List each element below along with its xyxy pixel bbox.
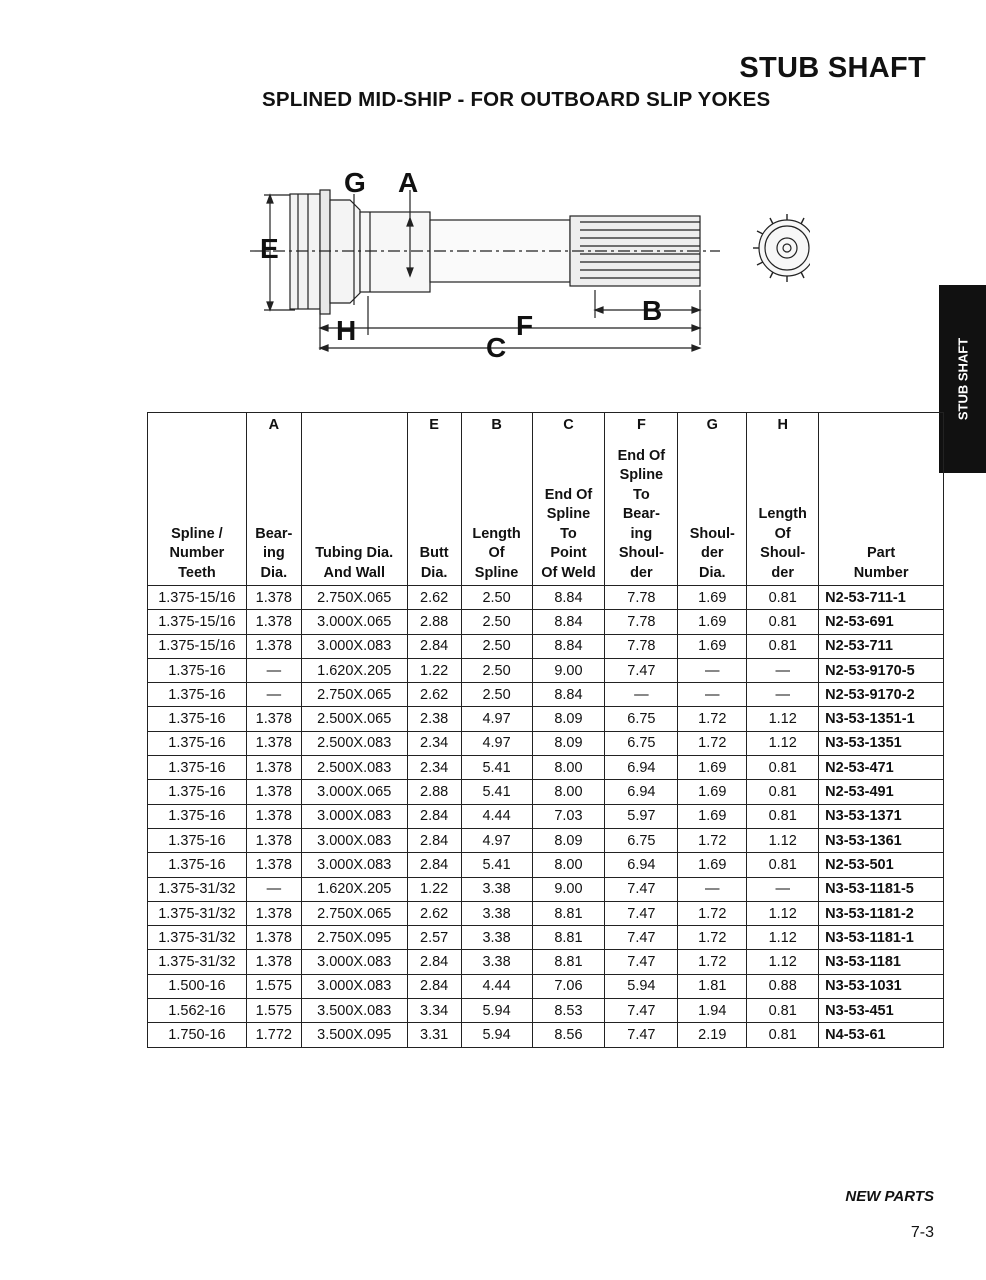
column-header-line: Shoul- [689, 525, 735, 542]
table-cell: 1.378 [246, 853, 301, 877]
page-title: STUB SHAFT [739, 52, 926, 84]
label-a: A [398, 167, 419, 198]
table-cell: 7.47 [605, 901, 678, 925]
column-header-line: Spline [546, 506, 591, 522]
table-cell: 1.378 [246, 828, 301, 852]
column-header-line: End Of [617, 447, 666, 464]
column-header [605, 439, 678, 586]
table-cell: 1.94 [678, 999, 747, 1023]
column-header-line: Bear- [255, 525, 293, 542]
table-cell: 0.81 [747, 586, 819, 610]
table-cell: 5.41 [461, 780, 532, 804]
column-header-line: der [630, 564, 653, 581]
table-cell: 7.78 [605, 586, 678, 610]
table-cell: 3.000X.083 [301, 634, 407, 658]
table-cell: 2.750X.065 [301, 683, 407, 707]
table-cell: 1.378 [246, 731, 301, 755]
table-cell: 2.50 [461, 634, 532, 658]
table-row [148, 804, 944, 828]
table-row [148, 1023, 944, 1047]
part-number-cell: N2-53-491 [819, 780, 944, 804]
column-letter [819, 413, 944, 440]
table-row [148, 999, 944, 1023]
table-row [148, 683, 944, 707]
table-cell: 1.375-31/32 [148, 950, 247, 974]
table-cell: 1.378 [246, 707, 301, 731]
table-cell: 1.500-16 [148, 974, 247, 998]
column-header-line: Bear- [622, 506, 660, 522]
section-side-tab [939, 285, 986, 473]
table-cell: 1.772 [246, 1023, 301, 1047]
table-cell: 3.31 [407, 1023, 461, 1047]
column-header [246, 439, 301, 586]
table-cell: 8.81 [532, 926, 605, 950]
table-row [148, 926, 944, 950]
table-cell: 1.72 [678, 828, 747, 852]
table-cell: 6.94 [605, 756, 678, 780]
part-number-cell: N2-53-711-1 [819, 586, 944, 610]
table-cell: 1.620X.205 [301, 658, 407, 682]
table-row [148, 707, 944, 731]
table-cell: 8.09 [532, 707, 605, 731]
column-letter [301, 413, 407, 440]
table-cell: 2.50 [461, 610, 532, 634]
table-row [148, 731, 944, 755]
table-cell: 1.69 [678, 804, 747, 828]
column-header-line: Dia. [420, 564, 448, 581]
new-parts-label: NEW PARTS [845, 1188, 934, 1205]
label-h: H [336, 315, 357, 346]
part-number-cell: N3-53-1031 [819, 974, 944, 998]
table-cell: 4.97 [461, 828, 532, 852]
table-row [148, 780, 944, 804]
column-header-line: Shoul- [618, 545, 664, 561]
table-cell: — [678, 877, 747, 901]
column-header-line: ing [262, 545, 285, 561]
table-cell: 1.750-16 [148, 1023, 247, 1047]
column-letter [148, 413, 247, 440]
table-cell: 5.41 [461, 756, 532, 780]
column-header-line: Of Weld [541, 564, 596, 581]
table-cell: 2.62 [407, 683, 461, 707]
table-cell: 2.750X.095 [301, 926, 407, 950]
column-header-line: Length [758, 506, 807, 522]
part-number-cell: N2-53-9170-2 [819, 683, 944, 707]
column-header-line: Dia. [260, 564, 288, 581]
column-letter: B [461, 413, 532, 440]
table-cell: 1.12 [747, 731, 819, 755]
column-header-line: ing [630, 525, 653, 542]
page-subtitle: SPLINED MID-SHIP - FOR OUTBOARD SLIP YOKES [262, 88, 771, 111]
column-letter: H [747, 413, 819, 440]
column-header-line: Part [866, 545, 896, 561]
table-cell: 1.375-16 [148, 804, 247, 828]
table-cell: 1.375-16 [148, 780, 247, 804]
table-cell: 3.000X.083 [301, 853, 407, 877]
table-cell: 1.72 [678, 926, 747, 950]
column-letter: C [532, 413, 605, 440]
table-cell: 6.75 [605, 731, 678, 755]
table-cell: 1.378 [246, 610, 301, 634]
part-number-cell: N3-53-1371 [819, 804, 944, 828]
table-cell: 1.378 [246, 901, 301, 925]
table-cell: — [747, 877, 819, 901]
table-cell: 1.12 [747, 926, 819, 950]
column-header-line: Of [488, 545, 505, 561]
table-cell: 6.94 [605, 780, 678, 804]
table-row [148, 828, 944, 852]
table-cell: 1.375-15/16 [148, 610, 247, 634]
column-header-line: Number [853, 564, 909, 581]
table-cell: 2.62 [407, 586, 461, 610]
table-cell: 8.81 [532, 950, 605, 974]
table-cell: 7.47 [605, 926, 678, 950]
column-header-line: Teeth [178, 564, 216, 581]
table-cell: 3.000X.083 [301, 950, 407, 974]
column-header-line: To [633, 486, 650, 503]
table-row [148, 756, 944, 780]
column-header-line: Butt [419, 545, 449, 561]
table-cell: 7.03 [532, 804, 605, 828]
part-number-cell: N3-53-1351 [819, 731, 944, 755]
table-row [148, 901, 944, 925]
table-cell: — [747, 658, 819, 682]
part-number-cell: N2-53-501 [819, 853, 944, 877]
table-cell: 2.34 [407, 756, 461, 780]
table-row [148, 877, 944, 901]
column-header-line: Of [774, 525, 791, 542]
table-row [148, 950, 944, 974]
table-cell: 5.41 [461, 853, 532, 877]
label-g: G [344, 167, 366, 198]
column-header-line: Shoul- [760, 545, 806, 561]
table-cell: 4.44 [461, 974, 532, 998]
side-tab-label: STUB SHAFT [955, 337, 970, 421]
table-cell: 3.38 [461, 950, 532, 974]
table-cell: 3.000X.065 [301, 610, 407, 634]
part-number-cell: N3-53-1181-5 [819, 877, 944, 901]
table-cell: 3.38 [461, 877, 532, 901]
table-cell: 1.69 [678, 853, 747, 877]
table-cell: 5.94 [605, 974, 678, 998]
table-cell: 3.000X.065 [301, 780, 407, 804]
table-cell: — [678, 683, 747, 707]
column-header-line: Spline [619, 467, 664, 483]
table-cell: 1.375-16 [148, 707, 247, 731]
table-cell: 2.750X.065 [301, 901, 407, 925]
table-cell: 8.84 [532, 586, 605, 610]
table-cell: 1.620X.205 [301, 877, 407, 901]
table-cell: 2.34 [407, 731, 461, 755]
table-cell: 1.72 [678, 707, 747, 731]
table-cell: — [246, 877, 301, 901]
table-cell: 1.72 [678, 901, 747, 925]
table-cell: 1.375-31/32 [148, 901, 247, 925]
part-number-cell: N2-53-691 [819, 610, 944, 634]
column-header-line: der [701, 545, 724, 561]
part-number-cell: N2-53-711 [819, 634, 944, 658]
table-cell: 0.81 [747, 756, 819, 780]
table-cell: 1.378 [246, 756, 301, 780]
table-cell: 2.50 [461, 658, 532, 682]
column-header [678, 439, 747, 586]
table-cell: — [246, 658, 301, 682]
table-cell: 3.000X.083 [301, 828, 407, 852]
table-cell: 0.81 [747, 1023, 819, 1047]
table-cell: 9.00 [532, 877, 605, 901]
column-header-line: der [771, 564, 794, 581]
column-header [407, 439, 461, 586]
table-cell: 5.94 [461, 1023, 532, 1047]
part-number-cell: N3-53-1181-2 [819, 901, 944, 925]
table-cell: 6.94 [605, 853, 678, 877]
table-cell: 0.81 [747, 634, 819, 658]
part-number-cell: N3-53-1361 [819, 828, 944, 852]
table-cell: 1.69 [678, 634, 747, 658]
column-header-line: And Wall [323, 564, 385, 581]
label-e: E [260, 233, 279, 264]
column-header-line: Dia. [698, 564, 726, 581]
table-cell: 0.81 [747, 610, 819, 634]
table-cell: 7.47 [605, 999, 678, 1023]
table-cell: 2.57 [407, 926, 461, 950]
column-letter: G [678, 413, 747, 440]
table-cell: 2.84 [407, 804, 461, 828]
table-cell: 7.06 [532, 974, 605, 998]
table-cell: 1.378 [246, 950, 301, 974]
table-row [148, 586, 944, 610]
column-header-line: Length [472, 525, 521, 542]
part-number-cell: N3-53-1351-1 [819, 707, 944, 731]
part-number-cell: N3-53-1181-1 [819, 926, 944, 950]
column-header-line: Spline / [171, 525, 223, 542]
label-b: B [642, 295, 663, 326]
table-cell: 1.22 [407, 877, 461, 901]
table-cell: 2.84 [407, 974, 461, 998]
table-cell: 7.47 [605, 950, 678, 974]
column-header-line: Number [169, 545, 225, 561]
column-header [747, 439, 819, 586]
table-cell: 4.97 [461, 731, 532, 755]
table-cell: 2.500X.065 [301, 707, 407, 731]
column-header [461, 439, 532, 586]
column-header-line: End Of [544, 486, 593, 503]
table-cell: 0.88 [747, 974, 819, 998]
column-letter: E [407, 413, 461, 440]
table-cell: 8.84 [532, 683, 605, 707]
table-cell: 1.12 [747, 950, 819, 974]
table-cell: 1.375-16 [148, 658, 247, 682]
table-cell: 7.78 [605, 610, 678, 634]
column-letter: F [605, 413, 678, 440]
table-cell: 1.12 [747, 828, 819, 852]
label-f: F [516, 310, 534, 341]
table-cell: 0.81 [747, 804, 819, 828]
table-cell: 3.34 [407, 999, 461, 1023]
table-cell: 1.375-16 [148, 756, 247, 780]
table-cell: 1.375-15/16 [148, 634, 247, 658]
table-cell: — [246, 683, 301, 707]
table-cell: 8.00 [532, 780, 605, 804]
column-header [301, 439, 407, 586]
part-number-cell: N3-53-451 [819, 999, 944, 1023]
table-cell: 2.88 [407, 780, 461, 804]
table-cell: — [605, 683, 678, 707]
stub-shaft-diagram [250, 160, 810, 360]
table-cell: 0.81 [747, 853, 819, 877]
table-cell: — [678, 658, 747, 682]
table-cell: 2.19 [678, 1023, 747, 1047]
table-cell: 9.00 [532, 658, 605, 682]
table-cell: 8.56 [532, 1023, 605, 1047]
table-cell: 1.378 [246, 586, 301, 610]
table-cell: 6.75 [605, 707, 678, 731]
table-cell: 3.000X.083 [301, 804, 407, 828]
table-cell: 8.84 [532, 610, 605, 634]
table-cell: 1.378 [246, 804, 301, 828]
table-cell: 1.375-16 [148, 731, 247, 755]
table-cell: 1.81 [678, 974, 747, 998]
table-cell: 7.78 [605, 634, 678, 658]
table-cell: 5.94 [461, 999, 532, 1023]
label-c: C [486, 332, 507, 360]
table-header-row [148, 439, 944, 586]
table-cell: 7.47 [605, 1023, 678, 1047]
table-cell: 1.69 [678, 780, 747, 804]
table-body [148, 586, 944, 1048]
column-header [819, 439, 944, 586]
column-letter: A [246, 413, 301, 440]
table-cell: 2.50 [461, 683, 532, 707]
column-header-line: Spline [474, 564, 519, 581]
table-cell: 1.69 [678, 610, 747, 634]
table-cell: 3.500X.095 [301, 1023, 407, 1047]
table-cell: 2.84 [407, 853, 461, 877]
table-cell: 2.750X.065 [301, 586, 407, 610]
table-row [148, 634, 944, 658]
part-number-cell: N3-53-1181 [819, 950, 944, 974]
table-cell: 3.38 [461, 901, 532, 925]
table-cell: 7.47 [605, 658, 678, 682]
table-cell: 1.69 [678, 586, 747, 610]
column-header-line: Tubing Dia. [315, 545, 394, 561]
table-cell: 5.97 [605, 804, 678, 828]
stub-shaft-table [147, 412, 944, 1048]
table-row [148, 974, 944, 998]
column-header-line: Point [550, 545, 587, 561]
table-cell: 1.72 [678, 731, 747, 755]
table-letter-row [148, 413, 944, 440]
table-cell: 1.378 [246, 926, 301, 950]
table-cell: 8.09 [532, 731, 605, 755]
table-cell: 4.97 [461, 707, 532, 731]
table-cell: 2.50 [461, 586, 532, 610]
table-cell: 7.47 [605, 877, 678, 901]
table-cell: 1.72 [678, 950, 747, 974]
table-cell: 2.84 [407, 950, 461, 974]
table-cell: 2.84 [407, 634, 461, 658]
table-cell: 1.575 [246, 999, 301, 1023]
page-number: 7-3 [910, 1224, 934, 1241]
table-cell: 1.375-31/32 [148, 877, 247, 901]
table-cell: 2.62 [407, 901, 461, 925]
table-cell: 2.38 [407, 707, 461, 731]
column-header-line: To [560, 525, 577, 542]
table-row [148, 853, 944, 877]
table-row [148, 610, 944, 634]
table-cell: 0.81 [747, 999, 819, 1023]
table-cell: 8.00 [532, 853, 605, 877]
table-cell: 8.81 [532, 901, 605, 925]
table-cell: 1.575 [246, 974, 301, 998]
table-cell: 1.378 [246, 634, 301, 658]
table-cell: 1.562-16 [148, 999, 247, 1023]
part-number-cell: N4-53-61 [819, 1023, 944, 1047]
table-cell: 1.375-31/32 [148, 926, 247, 950]
table-cell: 8.53 [532, 999, 605, 1023]
table-cell: 2.84 [407, 828, 461, 852]
table-cell: 3.500X.083 [301, 999, 407, 1023]
table-cell: 6.75 [605, 828, 678, 852]
table-cell: 2.500X.083 [301, 731, 407, 755]
column-header [532, 439, 605, 586]
part-number-cell: N2-53-471 [819, 756, 944, 780]
table-cell: 0.81 [747, 780, 819, 804]
table-cell: — [747, 683, 819, 707]
table-cell: 8.09 [532, 828, 605, 852]
table-cell: 8.00 [532, 756, 605, 780]
table-cell: 1.12 [747, 707, 819, 731]
table-cell: 1.375-15/16 [148, 586, 247, 610]
table-cell: 8.84 [532, 634, 605, 658]
table-cell: 1.375-16 [148, 828, 247, 852]
table-row [148, 658, 944, 682]
table-cell: 4.44 [461, 804, 532, 828]
table-cell: 3.000X.083 [301, 974, 407, 998]
table-cell: 1.22 [407, 658, 461, 682]
table-cell: 2.88 [407, 610, 461, 634]
column-header [148, 439, 247, 586]
table-cell: 1.375-16 [148, 853, 247, 877]
table-cell: 1.375-16 [148, 683, 247, 707]
table-cell: 1.12 [747, 901, 819, 925]
table-cell: 3.38 [461, 926, 532, 950]
table-cell: 1.378 [246, 780, 301, 804]
part-number-cell: N2-53-9170-5 [819, 658, 944, 682]
table-cell: 2.500X.083 [301, 756, 407, 780]
table-cell: 1.69 [678, 756, 747, 780]
